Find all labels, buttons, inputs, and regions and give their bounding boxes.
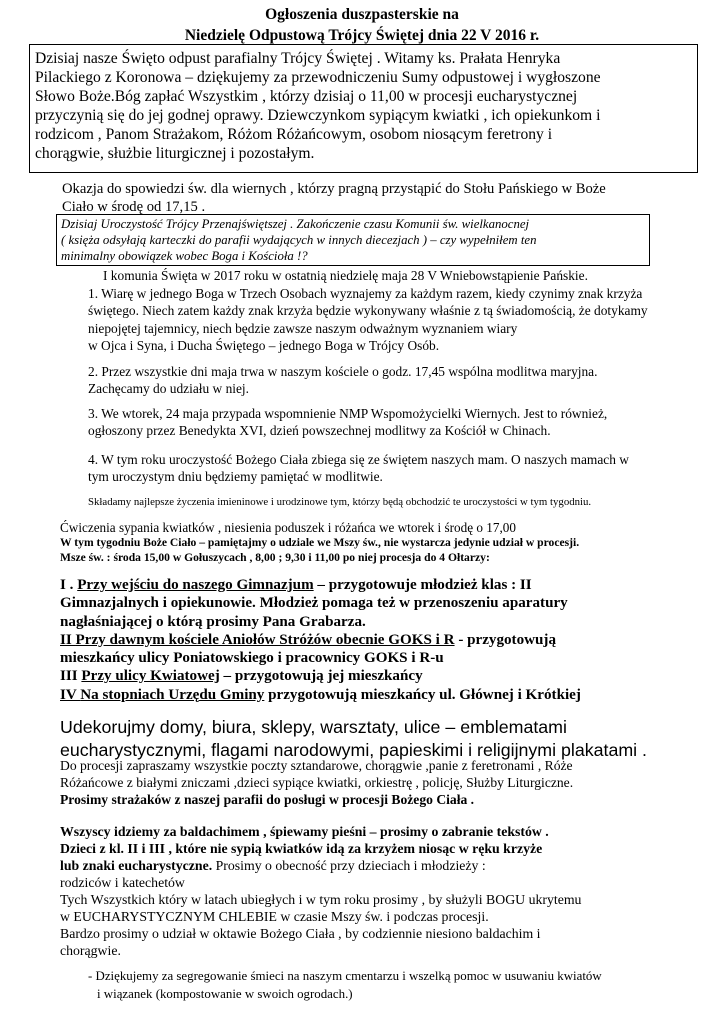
invite-line: Do procesji zapraszamy wszystkie poczty sztandarowe, chorągwie ,panie z feretronami , Róże [60, 758, 573, 773]
instruction-line: w EUCHARYSTYCZNYM CHLEBIE w czasie Mszy św. i podczas procesji. [60, 909, 489, 924]
mass-times: Msze św. : środa 15,00 w Gołuszycach , 8,00 ; 9,30 i 11,00 po niej procesja do 4 Ołtarzy: [60, 551, 490, 564]
station-text: – przygotowuje młodzież klas : II [313, 577, 532, 593]
point-1 [88, 285, 708, 355]
point-line: 2. Przez wszystkie dni maja trwa w naszym kościele o godz. 17,45 wspólna modlitwa maryjna. [88, 364, 598, 379]
invite-line: Różańcowe z białymi zniczami ,dzieci sypiące kwiatki, orkiestrę , policję, Służby Liturgiczne. [60, 775, 574, 791]
welcome-box [29, 44, 698, 173]
station-number: III [60, 668, 82, 685]
confession-notice [62, 181, 702, 216]
confession-line: Ciało w środę od 17,15 . [62, 198, 206, 215]
station-place: Na stopniach Urzędu Gminy [80, 686, 265, 703]
instruction-line: Bardzo prosimy o udział w oktawie Bożego Ciała , by codziennie niesiono baldachim i [60, 926, 541, 941]
trinity-line: ( księża odsyłają karteczki do parafii wydających w innych diecezjach ) – czy wypełniłem ten [61, 233, 537, 248]
point-line: świętego. Niech zatem każdy znak krzyża będzie wykonywany właśnie z tą świadomością, że dotykamy [88, 303, 648, 319]
station-text: - przygotowują [454, 631, 556, 648]
thanks-note [88, 967, 718, 1003]
station-1 [60, 576, 710, 594]
welcome-line: Słowo Boże.Bóg zapłać Wszystkim , którzy dzisiaj o 11,00 w procesji eucharystycznej [35, 88, 578, 105]
procession-invite [60, 757, 720, 809]
station-text: przygotowują mieszkańcy ul. Głównej i Krótkiej [264, 686, 581, 703]
title-line-2: Niedzielę Odpustową Trójcy Świętej dnia 22 V 2016 r. [184, 27, 540, 44]
instruction-line: Tych Wszystkich który w latach ubiegłych i w tym roku prosimy , by służyli BOGU ukrytemu [60, 892, 582, 907]
welcome-line: rodzicom , Panom Strażakom, Różom Różańcowym, osobom niosącym feretrony i [35, 126, 553, 143]
station-place: Przy wejściu do naszego Gimnazjum [77, 577, 314, 593]
trinity-line: Dzisiaj Uroczystość Trójcy Przenajświętszej . Zakończenie czasu Komunii św. wielkanocnej [61, 217, 530, 231]
point-line: niepojętej tajemnicy, niech będzie zawsze naszym odważnym wyznaniem wiary [88, 320, 518, 336]
station-cont: nagłaśniającej o którą prosimy Pana Grabarza. [60, 613, 366, 630]
station-place: Przy ulicy Kwiatowej [81, 668, 220, 685]
instruction-line: chorągwie. [60, 943, 121, 958]
thanks-line: i wiązanek (kompostowanie w swoich ogrodach.) [97, 987, 353, 1001]
instruction-line: lub znaki eucharystyczne. Prosimy o obecność przy dzieciach i młodzieży : [60, 858, 486, 873]
station-place: Przy dawnym kościele Aniołów Stróżów obecnie GOKS i R [75, 631, 455, 648]
station-cont: Gimnazjalnych i opiekunowie. Młodzież pomaga też w przenoszeniu aparatury [60, 595, 568, 612]
first-communion-notice: I komunia Święta w 2017 roku w ostatnią niedzielę maja 28 V Wniebowstąpienie Pańskie. [103, 268, 588, 283]
welcome-line: chorągwie, służbie liturgicznej i pozostałym. [35, 145, 315, 162]
firefighters-request: Prosimy strażaków z naszej parafii do posługi w procesji Bożego Ciała . [60, 792, 475, 808]
instruction-line: rodziców i katechetów [60, 875, 185, 890]
point-line: 4. W tym roku uroczystość Bożego Ciała zbiega się ze świętem naszych mam. O naszych mamach w [88, 452, 629, 467]
station-2 [60, 631, 710, 649]
confession-line: Okazja do spowiedzi św. dla wiernych , którzy pragną przystąpić do Stołu Pańskiego w Boże [62, 181, 606, 197]
instruction-line: Dzieci z kl. II i III , które nie sypią kwiatków idą za krzyżem niosąc w ręku krzyże [60, 841, 543, 856]
point-line: w Ojca i Syna, i Ducha Świętego – jednego Boga w Trójcy Osób. [88, 338, 440, 354]
instruction-line: Wszyscy idziemy za baldachimem , śpiewamy pieśni – prosimy o zabranie tekstów . [60, 824, 549, 839]
wishes-note: Składamy najlepsze życzenia imieninowe i urodzinowe tym, którzy będą obchodzić te uroczystości w tym tygodniu. [88, 496, 592, 508]
thanks-line: - Dziękujemy za segregowanie śmieci na naszym cmentarzu i wszelką pomoc w usuwaniu kwiatów [88, 969, 602, 983]
point-2 [88, 363, 708, 398]
point-line: ogłoszony przez Benedykta XVI, dzień powszechnej modlitwy za Kościół w Chinach. [88, 423, 551, 439]
welcome-line: Pilackiego z Koronowa – dziękujemy za przewodniczeniu Sumy odpustowej i wygłoszone [35, 69, 601, 86]
station-number: IV [60, 686, 81, 703]
decoration-appeal [60, 716, 710, 762]
trinity-line: minimalny obowiązek wobec Boga i Kościoła !? [61, 249, 308, 264]
station-3 [60, 667, 710, 685]
point-line: Zachęcamy do udziału w niej. [88, 381, 249, 397]
point-4 [88, 451, 708, 486]
title-line-1: Ogłoszenia duszpasterskie na [265, 6, 459, 23]
station-text: – przygotowują jej mieszkańcy [219, 668, 423, 685]
point-line: 1. Wiarę w jednego Boga w Trzech Osobach wyznajemy za każdym razem, kiedy czynimy znak krzyża [88, 286, 643, 301]
decoration-line: eucharystycznymi, flagami narodowymi, papieskimi i religijnymi plakatami . [60, 740, 647, 760]
procession-instructions [60, 823, 720, 959]
rehearsal-notice: Ćwiczenia sypania kwiatków , niesienia poduszek i różańca we wtorek i środę o 17,00 [60, 520, 516, 535]
point-line: 3. We wtorek, 24 maja przypada wspomnienie NMP Wspomożycielki Wiernych. Jest to również, [88, 406, 608, 421]
station-4 [60, 686, 710, 704]
altar-stations [60, 576, 710, 704]
point-3 [88, 405, 708, 440]
station-number: I . [60, 577, 78, 593]
welcome-line: Dzisiaj nasze Święto odpust parafialny Trójcy Świętej . Witamy ks. Prałata Henryka [35, 50, 561, 67]
point-line: tym uroczystym dniu będziemy pamiętać w modlitwie. [88, 469, 383, 485]
station-number: II [60, 631, 76, 648]
trinity-box [56, 214, 650, 266]
station-cont: mieszkańcy ulicy Poniatowskiego i pracownicy GOKS i R-u [60, 650, 444, 667]
decoration-line: Udekorujmy domy, biura, sklepy, warsztaty, ulice – emblematami [60, 717, 567, 737]
welcome-line: przyczynią się do jej godnej oprawy. Dziewczynkom sypiącym kwiatki , ich opiekunkom i [35, 107, 601, 124]
corpus-christi-notice: W tym tygodniu Boże Ciało – pamiętajmy o udziale we Mszy św., nie wystarcza jedynie udział w procesji. [60, 536, 580, 549]
